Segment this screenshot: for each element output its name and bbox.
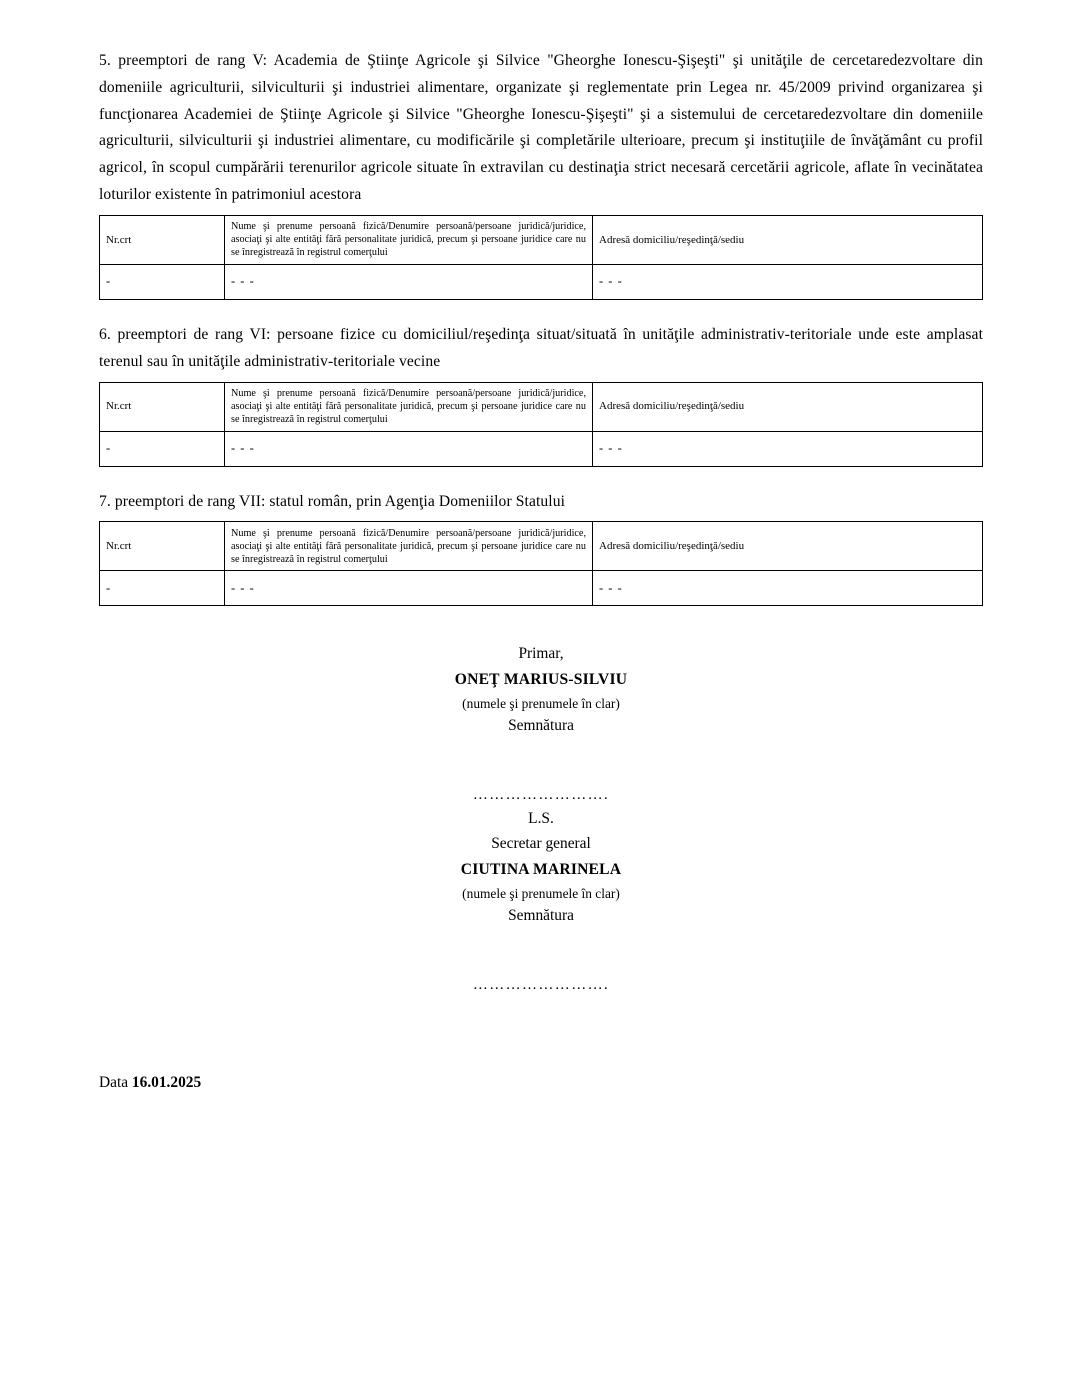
document-date bbox=[99, 1074, 983, 1092]
mayor-signature-label: Semnătura bbox=[508, 717, 574, 735]
section-6-table bbox=[99, 382, 983, 467]
header-address: Adresă domiciliu/reşedinţă/sediu bbox=[593, 382, 983, 431]
secretary-signature-label: Semnătura bbox=[508, 907, 574, 925]
mayor-signature-dots: ……………………. bbox=[472, 787, 610, 804]
seal-label: L.S. bbox=[528, 810, 554, 828]
table-header-row bbox=[100, 215, 983, 264]
mayor-name-note: (numele şi prenumele în clar) bbox=[462, 695, 620, 711]
cell-address: - - - bbox=[593, 431, 983, 466]
table-row bbox=[100, 571, 983, 606]
cell-nr-crt: - bbox=[100, 264, 225, 299]
cell-nr-crt: - bbox=[100, 431, 225, 466]
header-nr-crt: Nr.crt bbox=[100, 215, 225, 264]
section-6-paragraph: 6. preemptori de rang VI: persoane fizice cu domiciliul/reşedinţa situat/situată în unităţile administrativ-teritoriale unde este amplasat terenul sau în unităţile administrativ-teritoriale vecine bbox=[99, 325, 983, 370]
section-5-table bbox=[99, 215, 983, 300]
secretary-name: CIUTINA MARINELA bbox=[460, 861, 622, 879]
mayor-role: Primar, bbox=[518, 645, 564, 663]
table-header-row bbox=[100, 522, 983, 571]
cell-address: - - - bbox=[593, 264, 983, 299]
header-address: Adresă domiciliu/reşedinţă/sediu bbox=[593, 522, 983, 571]
section-7-table bbox=[99, 521, 983, 606]
secretary-signature-space bbox=[99, 929, 983, 973]
mayor-signature-space bbox=[99, 739, 983, 783]
cell-name: - - - bbox=[225, 431, 593, 466]
header-address: Adresă domiciliu/reşedinţă/sediu bbox=[593, 215, 983, 264]
table-row bbox=[100, 431, 983, 466]
secretary-signature-dots: ……………………. bbox=[472, 977, 610, 994]
date-label: Data bbox=[99, 1073, 129, 1091]
section-7-paragraph: 7. preemptori de rang VII: statul român, prin Agenţia Domeniilor Statului bbox=[99, 492, 566, 510]
date-value: 16.01.2025 bbox=[131, 1073, 202, 1091]
cell-name: - - - bbox=[225, 264, 593, 299]
header-name: Nume şi prenume persoană fizică/Denumire persoană/persoane juridică/juridice, asociaţi şi alte entităţi fără personalitate juridică, precum şi persoane juridice care nu se înregistrează în registrul comerţului bbox=[225, 215, 593, 264]
table-header-row bbox=[100, 382, 983, 431]
header-name: Nume şi prenume persoană fizică/Denumire persoană/persoane juridică/juridice, asociaţi şi alte entităţi fără personalitate juridică, precum şi persoane juridice care nu se înregistrează în registrul comerţului bbox=[225, 522, 593, 571]
header-name: Nume şi prenume persoană fizică/Denumire persoană/persoane juridică/juridice, asociaţi şi alte entităţi fără personalitate juridică, precum şi persoane juridice care nu se înregistrează în registrul comerţului bbox=[225, 382, 593, 431]
cell-address: - - - bbox=[593, 571, 983, 606]
secretary-name-note: (numele şi prenumele în clar) bbox=[462, 885, 620, 901]
secretary-role: Secretar general bbox=[491, 835, 591, 853]
signature-block bbox=[99, 642, 983, 997]
cell-nr-crt: - bbox=[100, 571, 225, 606]
section-5-paragraph: 5. preemptori de rang V: Academia de Ştiinţe Agricole şi Silvice "Gheorghe Ionescu-Şişeşti" şi unităţile de cercetaredezvoltare din domeniile agriculturii, silviculturii şi industriei alimentare, organizate şi reglementate prin Legea nr. 45/2009 privind organizarea şi funcţionarea Academiei de Ştiinţe Agricole şi Silvice "Gheorghe Ionescu-Şişeşti" şi a sistemului de cercetaredezvoltare din domeniile agriculturii, silviculturii şi industriei alimentare, cu modificările şi completările ulterioare, precum şi instituţiile de învăţământ cu profil agricol, în scopul cumpărării terenurilor agricole situate în extravilan cu destinaţia strict necesară cercetării agricole, aflate în vecinătatea loturilor existente în patrimoniul acestora bbox=[99, 52, 983, 204]
mayor-name: ONEŢ MARIUS-SILVIU bbox=[454, 671, 628, 689]
document-content bbox=[99, 48, 983, 1107]
table-row bbox=[100, 264, 983, 299]
cell-name: - - - bbox=[225, 571, 593, 606]
header-nr-crt: Nr.crt bbox=[100, 382, 225, 431]
header-nr-crt: Nr.crt bbox=[100, 522, 225, 571]
